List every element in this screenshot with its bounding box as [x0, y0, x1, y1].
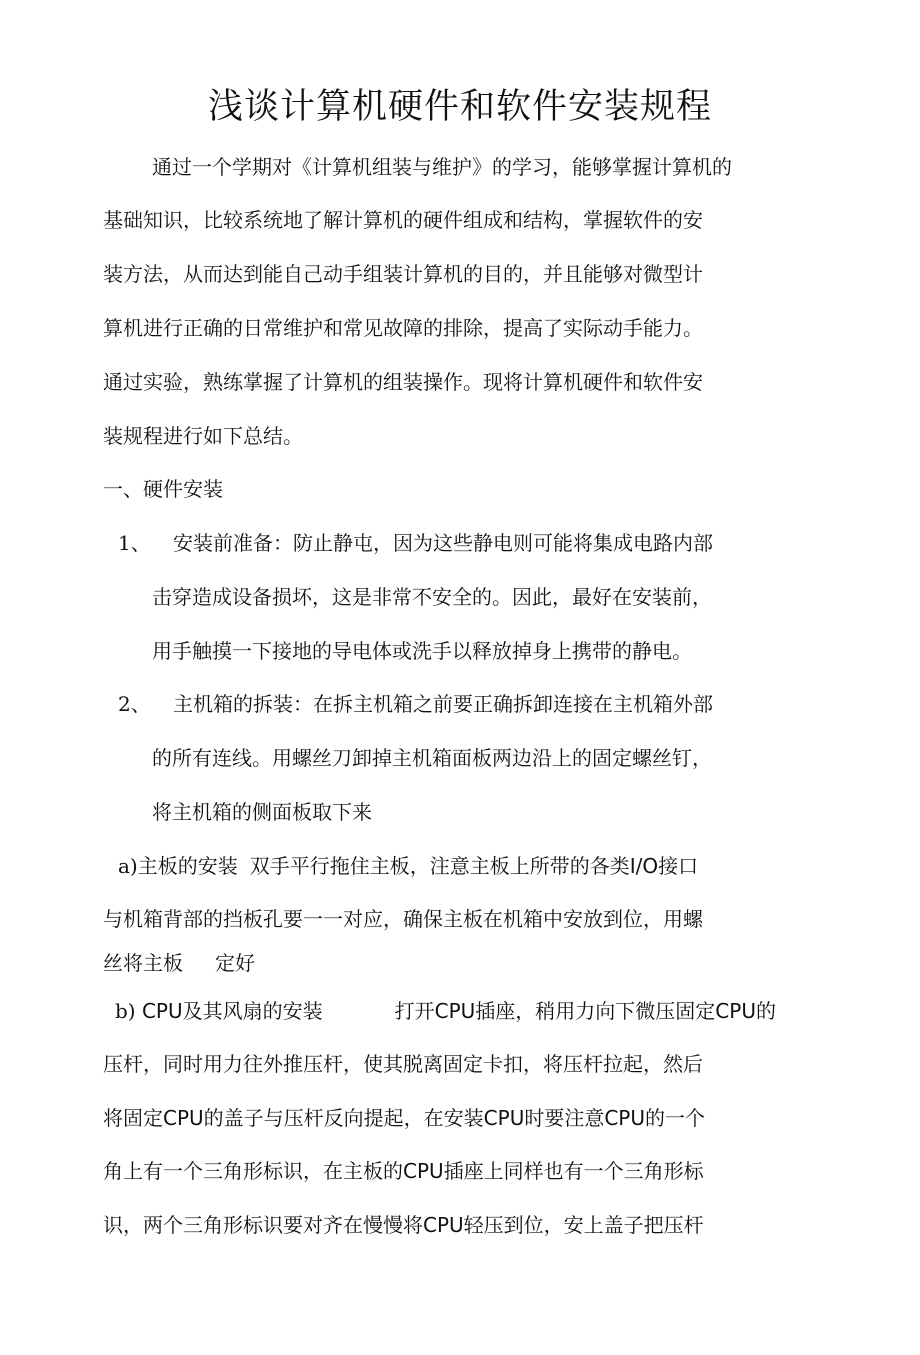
sub-a-line: 与机箱背部的挡板孔要一一对应，确保主板在机箱中安放到位，用螺	[103, 907, 703, 931]
item-number: 2、	[118, 692, 151, 716]
intro-line: 算机进行正确的日常维护和常见故障的排除，提高了实际动手能力。	[103, 316, 703, 340]
intro-line: 通过实验，熟练掌握了计算机的组装操作。现将计算机硬件和软件安	[103, 370, 703, 394]
document-title: 浅谈计算机硬件和软件安装规程	[207, 87, 712, 127]
intro-line: 装方法，从而达到能自己动手组装计算机的目的，并且能够对微型计	[103, 262, 703, 286]
sub-b-line: 压杆，同时用力往外推压杆，使其脱离固定卡扣，将压杆拉起，然后	[103, 1052, 703, 1076]
sub-b-heading: CPU及其风扇的安装	[141, 999, 323, 1023]
item-line: 的所有连线。用螺丝刀卸掉主机箱面板两边沿上的固定螺丝钉，	[152, 746, 712, 770]
item-line: 击穿造成设备损坏，这是非常不安全的。因此，最好在安装前，	[152, 585, 712, 609]
sub-b-line: 角上有一个三角形标识，在主板的CPU插座上同样也有一个三角形标	[103, 1159, 704, 1183]
intro-line: 装规程进行如下总结。	[103, 424, 303, 448]
item-line: 用手触摸一下接地的导电体或洗手以释放掉身上携带的静电。	[152, 639, 692, 663]
intro-line: 基础知识，比较系统地了解计算机的硬件组成和结构，掌握软件的安	[103, 208, 703, 232]
item-line: 安装前准备：防止静屯，因为这些静电则可能将集成电路内部	[173, 531, 713, 555]
sub-a-line	[103, 949, 255, 977]
sub-a-first-line	[118, 852, 698, 880]
sub-a-text: 双手平行拖住主板，注意主板上所带的各类I/O接口	[249, 854, 699, 878]
sub-b-text: 打开CPU插座，稍用力向下微压固定CPU的	[394, 999, 776, 1023]
intro-line: 通过一个学期对《计算机组装与维护》的学习，能够掌握计算机的	[152, 155, 732, 179]
section-heading: 一、硬件安装	[103, 477, 223, 501]
sub-b-label: b)	[115, 999, 136, 1023]
sub-b-line: 识，两个三角形标识要对齐在慢慢将CPU轻压到位，安上盖子把压杆	[103, 1213, 704, 1237]
item-line: 将主机箱的侧面板取下来	[152, 800, 372, 824]
sub-b-line: 将固定CPU的盖子与压杆反向提起，在安装CPU时要注意CPU的一个	[103, 1106, 705, 1130]
item-number: 1、	[118, 531, 151, 555]
sub-a-heading: 主板的安装	[137, 854, 238, 878]
sub-a-line-part: 定好	[215, 951, 255, 975]
sub-b-first-line	[115, 997, 776, 1025]
sub-a-line-part: 丝将主板	[103, 951, 183, 975]
item-line: 主机箱的拆装：在拆主机箱之前要正确拆卸连接在主机箱外部	[173, 692, 713, 716]
sub-a-label: a)	[118, 854, 138, 878]
